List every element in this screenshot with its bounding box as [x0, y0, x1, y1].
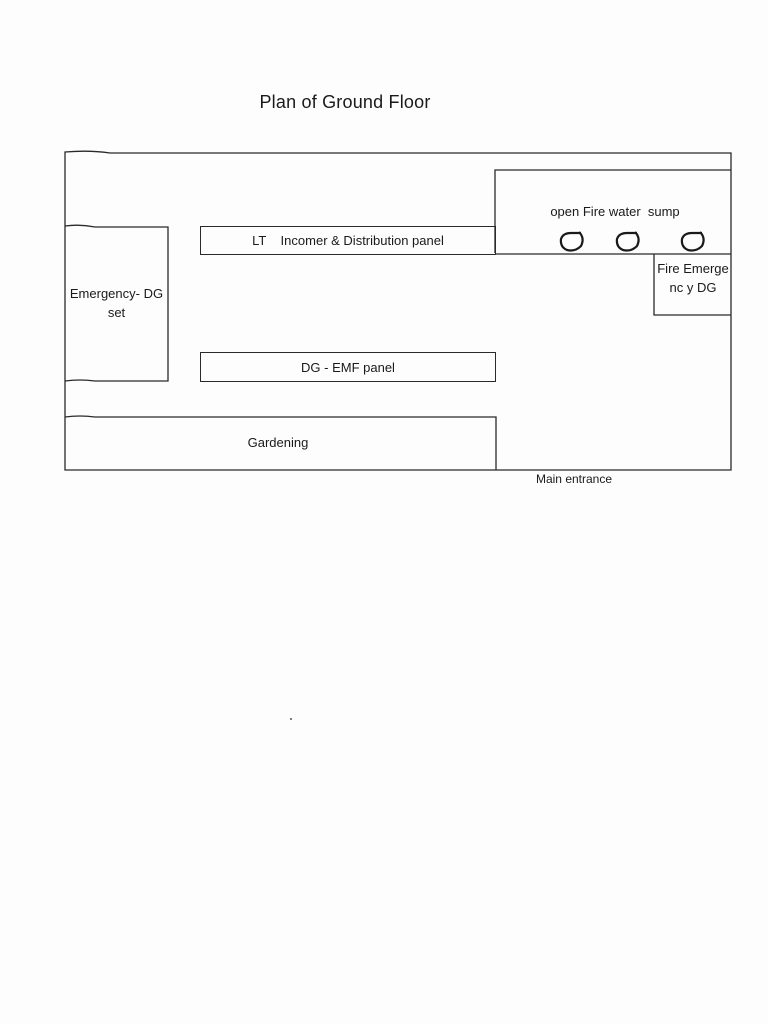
- fire-emergency-dg-label: [655, 259, 731, 297]
- fire-emergency-dg-text: Fire Emergenc y DG: [657, 261, 729, 295]
- scan-speck: [290, 718, 292, 720]
- dg-emf-panel-label: DG - EMF panel: [301, 359, 395, 375]
- gardening-text: Gardening: [247, 435, 309, 450]
- emergency-dg-set-label: [64, 284, 169, 322]
- fire-water-sump-text: open Fire water sump: [550, 204, 680, 219]
- fire-water-sump-label: [520, 202, 710, 221]
- main-entrance-label: Main entrance: [535, 472, 613, 486]
- lt-incomer-distribution-panel: [200, 226, 496, 255]
- lt-panel-label: LT Incomer & Distribution panel: [252, 233, 444, 248]
- emergency-dg-set-text: Emergency- DG set: [69, 286, 164, 320]
- circle-loop-icon: [613, 228, 643, 254]
- gardening-label: [200, 433, 356, 452]
- circle-loop-icon: [678, 228, 708, 254]
- dg-emf-panel: [200, 352, 496, 382]
- circle-loop-icon: [557, 228, 587, 254]
- plan-title: Plan of Ground Floor: [259, 92, 431, 112]
